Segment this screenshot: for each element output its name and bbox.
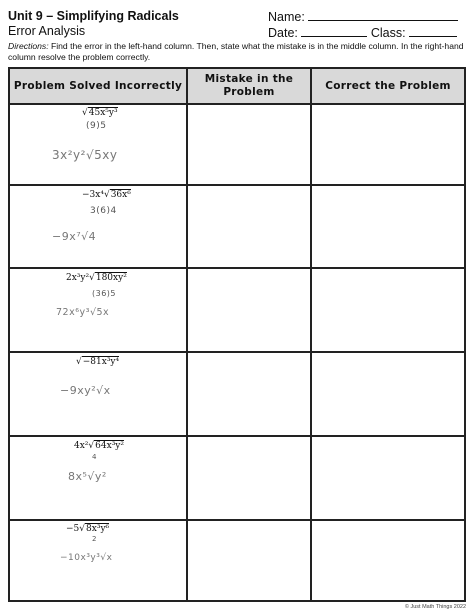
date-label: Date:: [268, 26, 298, 40]
column-header-problem: Problem Solved Incorrectly: [13, 79, 183, 92]
class-field[interactable]: [409, 25, 457, 37]
name-field[interactable]: [308, 9, 458, 21]
problem-expression: 2x³y²√180xy²: [66, 273, 127, 283]
name-label: Name:: [268, 10, 305, 24]
student-annotation: 2: [92, 535, 97, 543]
column-header-mistake: Mistake in the Problem: [204, 73, 294, 98]
table-row: [10, 437, 186, 519]
directions: [8, 41, 466, 63]
problem-expression: −5√8x³y⁶: [66, 524, 110, 534]
student-work: −10x³y³√x: [60, 553, 113, 563]
student-work: −9x⁷√4: [52, 230, 97, 243]
problem-expression: √−81x³y⁴: [76, 357, 120, 367]
student-work: −9xy²√x: [60, 384, 111, 397]
table-row: [10, 186, 186, 267]
copyright-footer: © Just Math Things 2022: [404, 604, 466, 610]
class-label: Class:: [370, 26, 406, 40]
student-annotation: 3(6)4: [90, 206, 117, 216]
worksheet-subtitle: Error Analysis: [8, 24, 86, 38]
problem-expression: −3x⁴√36x⁶: [82, 190, 131, 200]
student-annotation: 4: [92, 453, 97, 461]
student-work: 3x²y²√5xy: [52, 148, 118, 162]
student-work: 72x⁶y³√5x: [56, 307, 110, 318]
table-row: [10, 353, 186, 435]
problem-expression: √45x⁵y³: [82, 108, 118, 118]
problem-expression: 4x²√64x³y²: [74, 441, 124, 451]
date-field[interactable]: [301, 25, 367, 37]
table-row: [10, 269, 186, 351]
header-right: [268, 9, 458, 41]
header-left: [8, 9, 179, 39]
table-row: [10, 105, 186, 184]
worksheet-title: Unit 9 – Simplifying Radicals: [8, 9, 179, 23]
student-annotation: (36)5: [92, 289, 117, 298]
table-row: [10, 521, 186, 600]
student-annotation: (9)5: [86, 121, 107, 131]
column-header-correct: Correct the Problem: [325, 79, 451, 92]
directions-label: Directions:: [8, 41, 49, 51]
student-work: 8x⁵√y²: [68, 470, 107, 483]
table-header: [10, 69, 464, 105]
error-analysis-table: [8, 67, 466, 602]
directions-text: Find the error in the left-hand column. Then, state what the mistake is in the middle column. In the right-hand column resolve the problem correctly.: [8, 41, 464, 62]
